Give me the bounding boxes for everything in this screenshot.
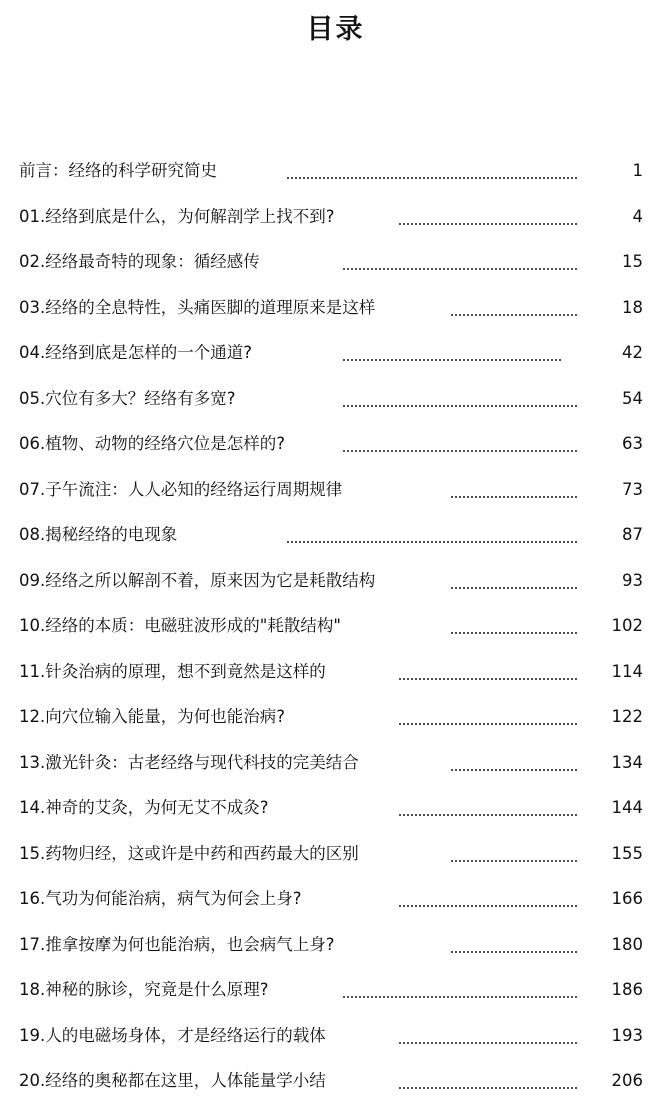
toc-entry-title: 09.经络之所以解剖不着，原来因为它是耗散结构 — [19, 570, 376, 590]
toc-page-number: 54 — [622, 388, 643, 408]
toc-row[interactable] — [0, 376, 671, 422]
toc-entry-title: 20.经络的奥秘都在这里，人体能量学小结 — [19, 1071, 326, 1090]
toc-page-number: 134 — [611, 752, 643, 772]
dot-leader — [342, 967, 578, 1013]
toc-row[interactable] — [0, 285, 671, 331]
toc-row[interactable] — [0, 330, 671, 376]
dot-leader — [398, 876, 578, 922]
toc-entry-title: 11.针灸治病的原理，想不到竟然是这样的 — [19, 661, 326, 681]
table-of-contents — [0, 148, 671, 1104]
dot-leader — [450, 740, 578, 786]
toc-page-number: 87 — [622, 525, 643, 544]
dot-leader — [398, 194, 578, 240]
toc-row[interactable] — [0, 148, 671, 194]
toc-entry-title: 12.向穴位输入能量，为何也能治病? — [19, 707, 285, 726]
toc-page-number: 4 — [632, 206, 643, 226]
toc-row[interactable] — [0, 785, 671, 831]
dot-leader — [450, 467, 578, 513]
dot-leader — [450, 285, 578, 331]
toc-page-number: 186 — [611, 980, 643, 999]
toc-row[interactable] — [0, 967, 671, 1013]
toc-entry-title: 16.气功为何能治病，病气为何会上身? — [19, 889, 302, 908]
toc-entry-title: 10.经络的本质：电磁驻波形成的"耗散结构" — [19, 616, 341, 635]
dot-leader — [450, 831, 578, 877]
toc-entry-title: 19.人的电磁场身体，才是经络运行的载体 — [19, 1025, 326, 1045]
page-title: 目录 — [306, 14, 365, 45]
toc-row[interactable] — [0, 649, 671, 695]
toc-entry-title: 前言：经络的科学研究简史 — [19, 161, 217, 180]
toc-page-number: 114 — [611, 661, 643, 681]
toc-row[interactable] — [0, 922, 671, 968]
toc-row[interactable] — [0, 831, 671, 877]
dot-leader — [342, 376, 578, 422]
dot-leader — [286, 512, 578, 558]
toc-page-number: 193 — [611, 1025, 643, 1045]
toc-entry-title: 07.子午流注：人人必知的经络运行周期规律 — [19, 479, 343, 499]
toc-page-number: 63 — [622, 434, 643, 453]
toc-page-number: 144 — [611, 798, 643, 817]
dot-leader — [398, 694, 578, 740]
toc-entry-title: 15.药物归经，这或许是中药和西药最大的区别 — [19, 843, 359, 863]
toc-page-number: 180 — [611, 934, 643, 954]
toc-row[interactable] — [0, 740, 671, 786]
toc-row[interactable] — [0, 239, 671, 285]
dot-leader — [398, 649, 578, 695]
toc-row[interactable] — [0, 1013, 671, 1059]
toc-row[interactable] — [0, 467, 671, 513]
toc-row[interactable] — [0, 421, 671, 467]
dot-leader — [450, 558, 578, 604]
toc-row[interactable] — [0, 194, 671, 240]
toc-entry-title: 05.穴位有多大？经络有多宽? — [19, 388, 236, 408]
dot-leader — [398, 1058, 578, 1104]
toc-page-number: 42 — [622, 343, 643, 362]
toc-page-number: 73 — [622, 479, 643, 499]
toc-entry-title: 06.植物、动物的经络穴位是怎样的? — [19, 434, 285, 453]
toc-page-number: 102 — [611, 616, 643, 635]
dot-leader — [450, 922, 578, 968]
toc-page-number: 166 — [611, 889, 643, 908]
toc-entry-title: 08.揭秘经络的电现象 — [19, 525, 178, 544]
toc-entry-title: 17.推拿按摩为何也能治病，也会病气上身? — [19, 934, 335, 954]
toc-row[interactable] — [0, 603, 671, 649]
dot-leader — [342, 239, 578, 285]
toc-entry-title: 01.经络到底是什么，为何解剖学上找不到? — [19, 206, 335, 226]
toc-page-number: 93 — [622, 570, 643, 590]
dot-leader — [342, 421, 578, 467]
toc-page-number: 206 — [611, 1071, 643, 1090]
toc-page-number: 155 — [611, 843, 643, 863]
dot-leader — [398, 1013, 578, 1059]
toc-row[interactable] — [0, 1058, 671, 1104]
toc-entry-title: 18.神秘的脉诊，究竟是什么原理? — [19, 980, 269, 999]
toc-entry-title: 02.经络最奇特的现象：循经感传 — [19, 252, 260, 271]
toc-entry-title: 04.经络到底是怎样的一个通道? — [19, 343, 252, 362]
toc-page-number: 18 — [622, 297, 643, 317]
toc-row[interactable] — [0, 876, 671, 922]
toc-row[interactable] — [0, 512, 671, 558]
toc-page-number: 122 — [611, 707, 643, 726]
dot-leader — [398, 785, 578, 831]
dot-leader — [342, 330, 562, 376]
toc-row[interactable] — [0, 558, 671, 604]
toc-page-number: 15 — [622, 252, 643, 271]
toc-page-number: 1 — [632, 161, 643, 180]
toc-entry-title: 03.经络的全息特性，头痛医脚的道理原来是这样 — [19, 297, 376, 317]
dot-leader — [286, 148, 578, 194]
toc-row[interactable] — [0, 694, 671, 740]
dot-leader — [450, 603, 578, 649]
toc-entry-title: 13.激光针灸：古老经络与现代科技的完美结合 — [19, 752, 359, 772]
toc-entry-title: 14.神奇的艾灸，为何无艾不成灸? — [19, 798, 269, 817]
